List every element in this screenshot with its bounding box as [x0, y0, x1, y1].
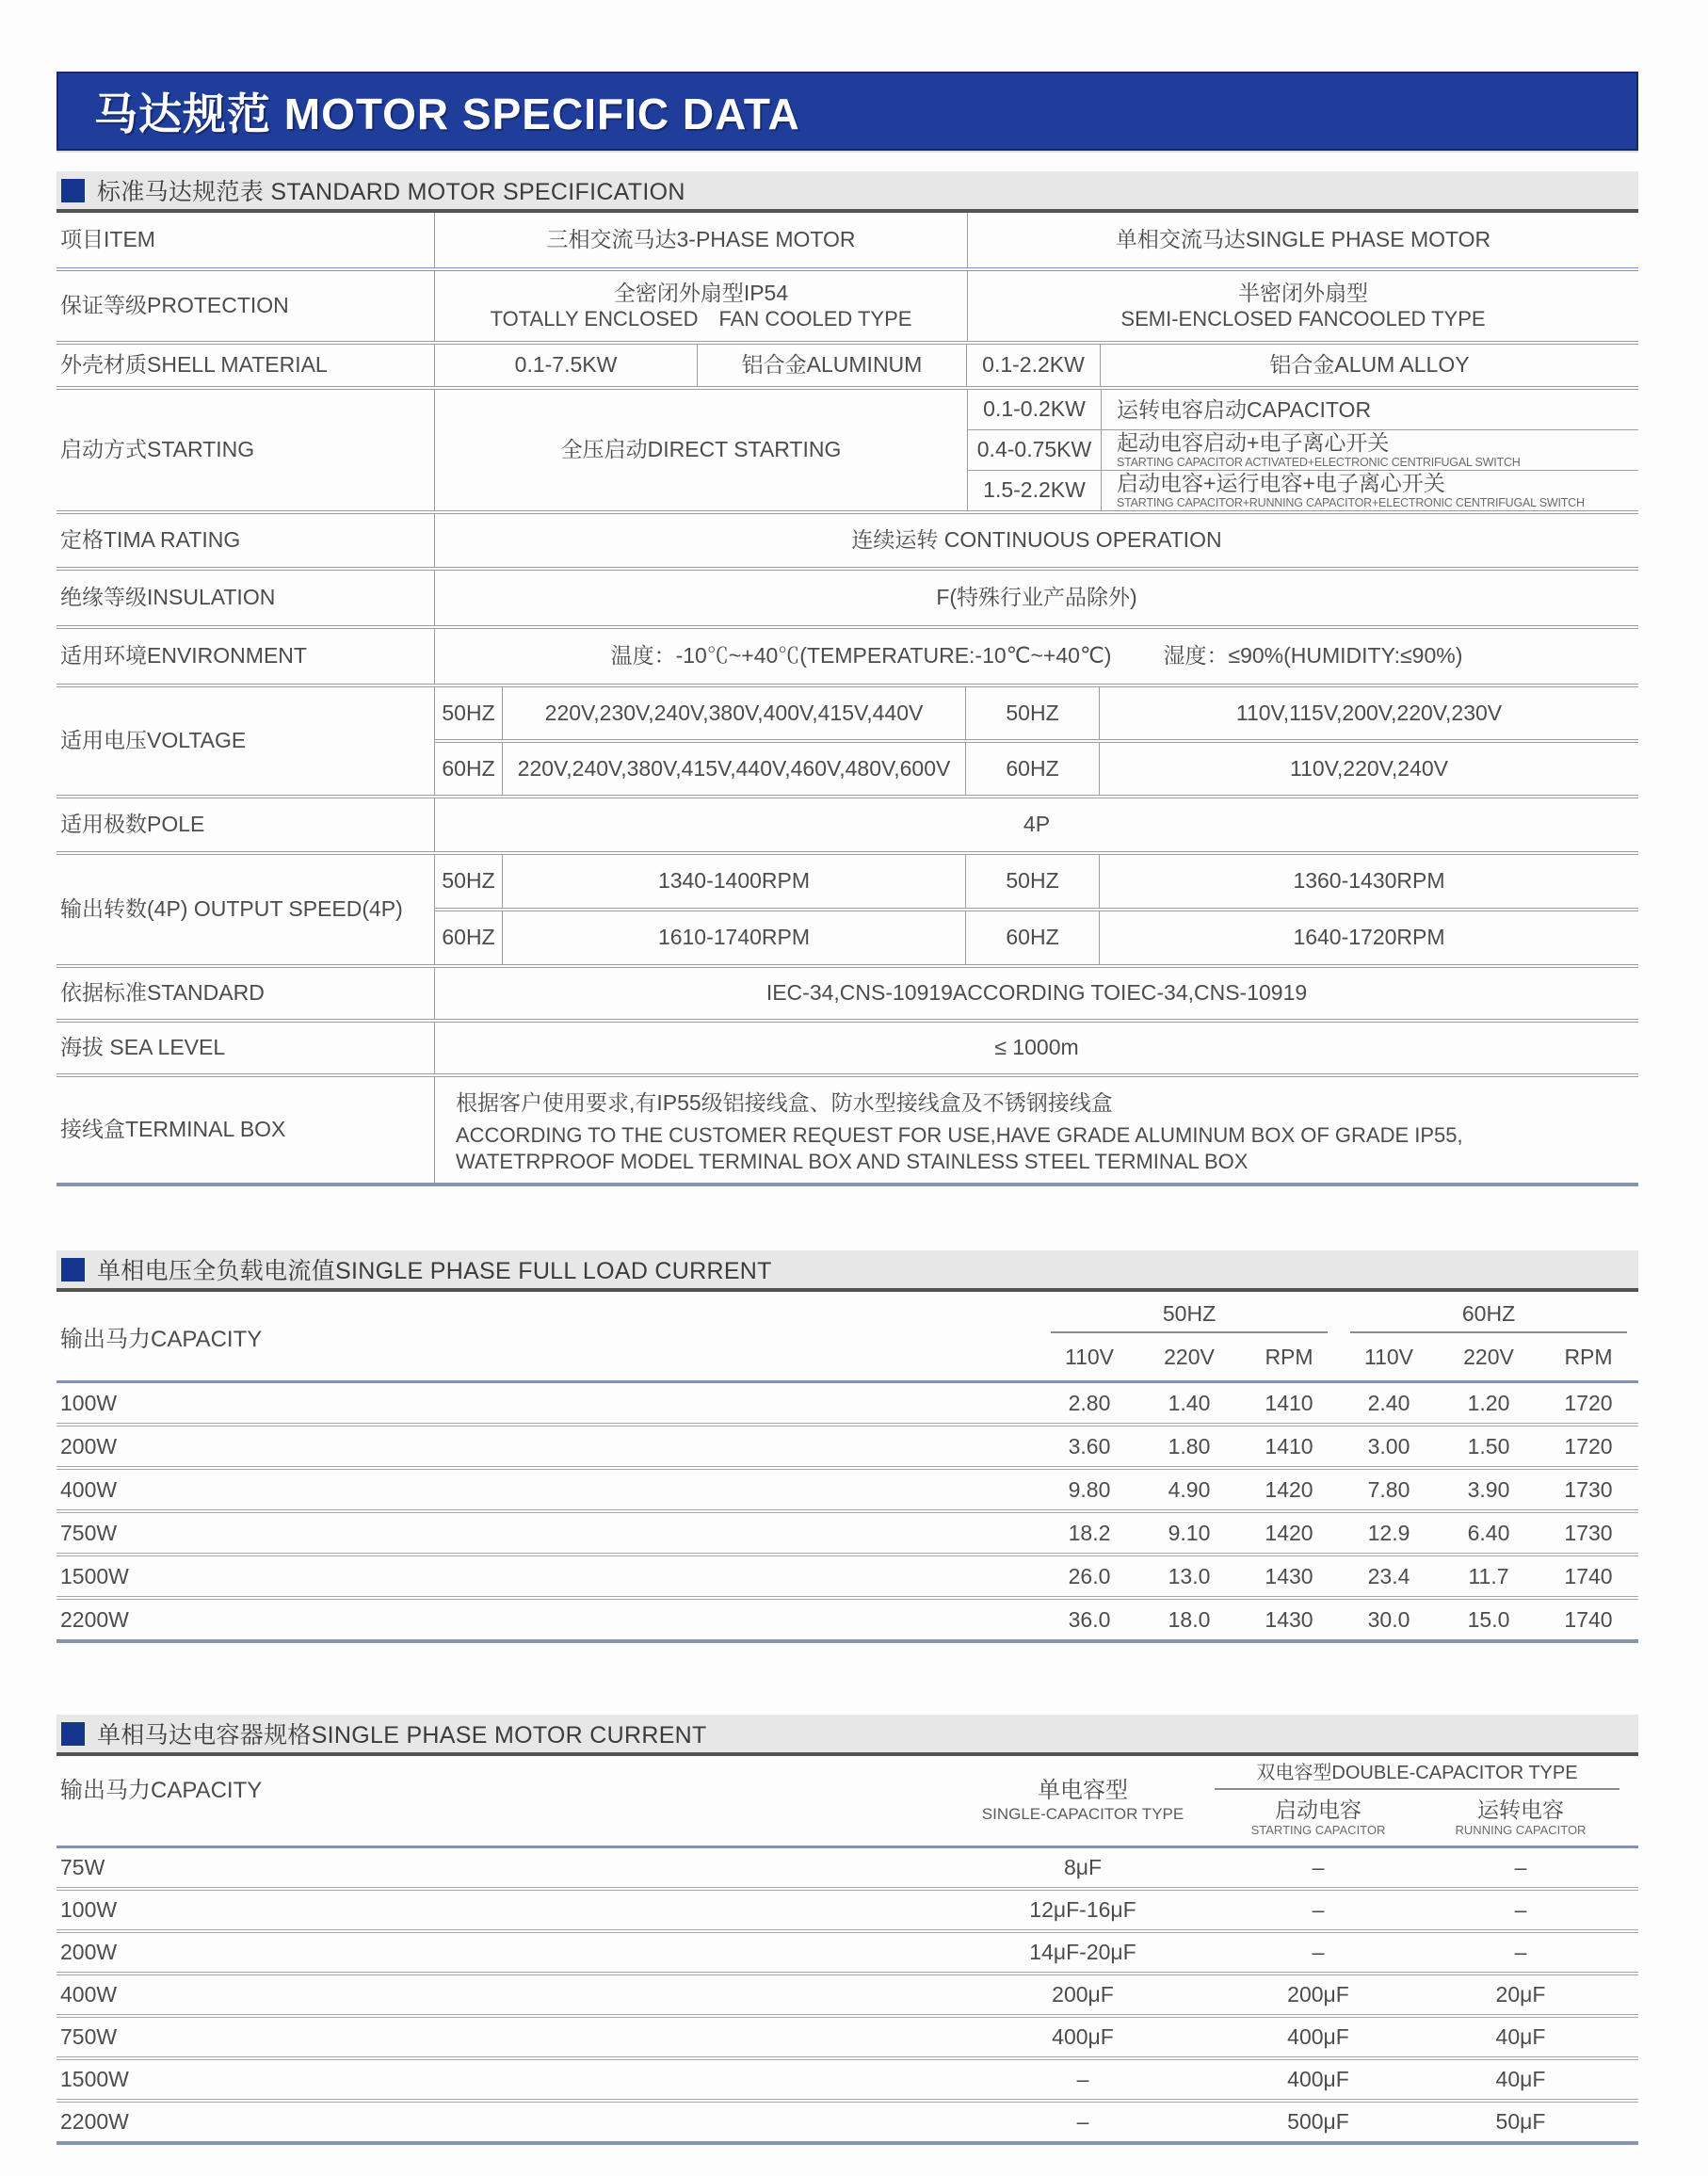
cell-value: 9.10	[1168, 1520, 1211, 1545]
speed-row-60hz	[435, 911, 1638, 964]
starting-desc-1	[1102, 430, 1638, 470]
starting-desc-2	[1102, 471, 1638, 510]
section3-title: 单相马达电容器规格SINGLE PHASE MOTOR CURRENT	[97, 1722, 707, 1749]
row-capacity: 75W	[60, 1855, 105, 1879]
voltage-60hz-values-3p: 220V,240V,380V,415V,440V,460V,480V,600V	[503, 743, 966, 795]
terminal-box-value	[435, 1077, 1638, 1183]
content	[56, 0, 1638, 2145]
cell-starting-cap: 400μF	[1287, 2067, 1349, 2091]
spacer	[56, 1186, 1638, 1250]
cell-single-cap: 8μF	[1063, 1855, 1103, 1879]
row-capacity: 750W	[60, 2024, 118, 2049]
speed-60hz-values-sp: 1640-1720RPM	[1293, 925, 1445, 950]
square-bullet-icon	[61, 1258, 85, 1281]
shell-3p-range: 0.1-7.5KW	[435, 345, 698, 386]
spec-row-voltage	[56, 687, 1638, 798]
spec-row-sea-level	[56, 1023, 1638, 1077]
shell-sp-range: 0.1-2.2KW	[967, 345, 1101, 386]
cell-value: 12.9	[1367, 1520, 1410, 1545]
environment-value	[435, 629, 1638, 684]
group-header-50hz: 50HZ	[1051, 1292, 1328, 1333]
row-capacity: 400W	[60, 1982, 118, 2007]
cell-running-cap: –	[1514, 1897, 1527, 1922]
page-title: 马达规范 MOTOR SPECIFIC DATA	[94, 89, 800, 138]
starting-capacitor-cn: 启动电容	[1275, 1797, 1362, 1823]
table-row	[56, 1426, 1638, 1470]
row-capacity: 1500W	[60, 2067, 129, 2091]
table-row	[56, 1933, 1638, 1975]
capacity-column-label: 输出马力CAPACITY	[60, 1326, 263, 1352]
capacitor-spec-table	[56, 1756, 1638, 2145]
spec-label-environment: 适用环境ENVIRONMENT	[56, 629, 435, 684]
square-bullet-icon	[61, 1722, 85, 1746]
single-capacitor-cn: 单电容型	[1038, 1777, 1128, 1803]
spec-row-insulation	[56, 571, 1638, 629]
running-capacitor-en: RUNNING CAPACITOR	[1455, 1822, 1587, 1837]
spec-item-single-phase: 单相交流马达SINGLE PHASE MOTOR	[1115, 227, 1491, 252]
spec-label-insulation: 绝缘等级INSULATION	[56, 571, 435, 625]
section2-title: 单相电压全负载电流值SINGLE PHASE FULL LOAD CURRENT	[97, 1258, 772, 1284]
running-capacitor-cn: 运转电容	[1477, 1797, 1564, 1823]
row-capacity: 400W	[60, 1476, 118, 1502]
cell-value: 9.80	[1068, 1476, 1111, 1502]
cell-value: 13.0	[1168, 1563, 1211, 1588]
starting-desc-2-en: STARTING CAPACITOR+RUNNING CAPACITOR+ELECTRONIC CENTRIFUGAL SWITCH	[1117, 495, 1585, 509]
spec-label-pole: 适用极数POLE	[56, 798, 435, 851]
title-banner	[56, 72, 1638, 151]
cell-value: 1740	[1564, 1563, 1613, 1588]
cell-single-cap: –	[1076, 2067, 1089, 2091]
cell-value: 1.20	[1467, 1390, 1510, 1415]
time-rating-value: 连续运转 CONTINUOUS OPERATION	[851, 527, 1222, 553]
voltage-60hz-freq-sp: 60HZ	[966, 743, 1100, 795]
table-row	[56, 1891, 1638, 1933]
cell-value: 36.0	[1068, 1606, 1111, 1632]
cell-value: 1740	[1564, 1606, 1613, 1632]
table-row	[56, 1600, 1638, 1643]
sea-level-value: ≤ 1000m	[994, 1035, 1079, 1060]
starting-capacitor-header	[1215, 1790, 1422, 1846]
spec-label-protection: 保证等级PROTECTION	[56, 271, 435, 341]
starting-desc-0-cn: 运转电容启动CAPACITOR	[1117, 396, 1372, 422]
double-capacitor-group	[1215, 1756, 1619, 1846]
table-row	[56, 1513, 1638, 1556]
spec-label-output-speed: 输出转数(4P) OUTPUT SPEED(4P)	[56, 855, 435, 964]
spec-label-standard: 依据标准STANDARD	[56, 968, 435, 1019]
spec-label-sea-level: 海拔 SEA LEVEL	[56, 1023, 435, 1073]
voltage-50hz-freq-3p: 50HZ	[435, 687, 503, 739]
starting-range-0: 0.1-0.2KW	[968, 390, 1102, 429]
starting-sub-row	[968, 430, 1638, 471]
spec-label-item: 项目ITEM	[56, 213, 435, 267]
row-capacity: 100W	[60, 1897, 118, 1922]
speed-60hz-freq-sp: 60HZ	[966, 911, 1100, 964]
cell-value: 4.90	[1168, 1476, 1211, 1502]
standard-value: IEC-34,CNS-10919ACCORDING TOIEC-34,CNS-10919	[765, 980, 1308, 1006]
cell-value: 15.0	[1467, 1606, 1510, 1632]
cell-single-cap: 200μF	[1052, 1982, 1114, 2007]
cell-value: 1720	[1564, 1433, 1613, 1459]
voltage-50hz-freq-sp: 50HZ	[966, 687, 1100, 739]
starting-desc-2-cn: 启动电容+运行电容+电子离心开关	[1117, 471, 1445, 496]
row-capacity: 2200W	[60, 1606, 129, 1632]
spec-label-shell: 外壳材质SHELL MATERIAL	[56, 345, 435, 386]
spec-row-standard	[56, 968, 1638, 1023]
voltage-60hz-values-sp: 110V,220V,240V	[1290, 755, 1448, 781]
col-header-110v-60hz: 110V	[1363, 1344, 1413, 1369]
single-capacitor-en: SINGLE-CAPACITOR TYPE	[981, 1804, 1184, 1823]
cell-value: 18.0	[1168, 1606, 1211, 1632]
starting-desc-1-cn: 起动电容启动+电子离心开关	[1117, 430, 1390, 456]
cell-starting-cap: –	[1312, 1897, 1325, 1922]
cell-single-cap: 400μF	[1052, 2024, 1114, 2049]
cell-running-cap: –	[1514, 1855, 1527, 1879]
spec-row-starting	[56, 390, 1638, 514]
row-capacity: 1500W	[60, 1563, 129, 1588]
cell-value: 1720	[1564, 1390, 1613, 1415]
cell-value: 3.90	[1467, 1476, 1510, 1502]
starting-desc-1-en: STARTING CAPACITOR ACTIVATED+ELECTRONIC CENTRIFUGAL SWITCH	[1117, 455, 1521, 469]
insulation-value: F(特殊行业产品除外)	[936, 585, 1137, 610]
spec-item-three-phase: 三相交流马达3-PHASE MOTOR	[435, 213, 968, 267]
spec-label-starting: 启动方式STARTING	[56, 390, 435, 510]
starting-sub-row	[968, 471, 1638, 510]
double-capacitor-header: 双电容型DOUBLE-CAPACITOR TYPE	[1215, 1756, 1619, 1790]
output-speed-block	[435, 855, 1638, 964]
spec-protection-single-phase	[968, 271, 1638, 341]
environment-humidity: 湿度：≤90%(HUMIDITY:≤90%)	[1163, 643, 1463, 669]
spec-row-environment	[56, 629, 1638, 687]
protection-sp-cn: 半密闭外扇型	[1238, 281, 1368, 305]
spec-label-voltage: 适用电压VOLTAGE	[56, 687, 435, 795]
speed-60hz-freq-3p: 60HZ	[435, 911, 503, 964]
cell-value: 2.80	[1068, 1390, 1111, 1415]
starting-sub-row	[968, 390, 1638, 430]
frequency-group-row	[1039, 1292, 1638, 1333]
section1-title: 标准马达规范表 STANDARD MOTOR SPECIFICATION	[97, 179, 685, 205]
table-row	[56, 1383, 1638, 1426]
cell-value: 1.80	[1168, 1433, 1211, 1459]
group-header-60hz: 60HZ	[1350, 1292, 1627, 1333]
starting-capacitor-en: STARTING CAPACITOR	[1250, 1822, 1386, 1837]
cell-value: 11.7	[1468, 1563, 1509, 1588]
cell-value: 1410	[1265, 1390, 1313, 1415]
starting-single-phase-block	[968, 390, 1638, 510]
cell-starting-cap: 500μF	[1287, 2109, 1349, 2134]
starting-three-phase: 全压启动DIRECT STARTING	[435, 390, 968, 510]
col-header-rpm-50hz: RPM	[1265, 1344, 1313, 1369]
speed-50hz-freq-sp: 50HZ	[966, 855, 1100, 908]
terminal-box-cn: 根据客户使用要求,有IP55级铝接线盒、防水型接线盒及不锈钢接线盒	[456, 1090, 1113, 1115]
cell-running-cap: 50μF	[1495, 2109, 1546, 2134]
square-bullet-icon	[61, 179, 85, 202]
spec-protection-three-phase	[435, 271, 968, 341]
protection-3p-cn: 全密闭外扇型IP54	[613, 281, 789, 305]
cell-value: 7.80	[1367, 1476, 1410, 1502]
cell-value: 3.60	[1068, 1433, 1111, 1459]
cell-starting-cap: 400μF	[1287, 2024, 1349, 2049]
capacity-column-label: 输出马力CAPACITY	[60, 1778, 263, 1803]
column-header-row	[1039, 1333, 1638, 1380]
row-capacity: 200W	[60, 1433, 118, 1459]
cell-value: 26.0	[1068, 1563, 1111, 1588]
row-capacity: 200W	[60, 1940, 118, 1964]
voltage-row-60hz	[435, 743, 1638, 795]
capacitor-table-header	[56, 1756, 1638, 1848]
speed-50hz-values-sp: 1360-1430RPM	[1293, 868, 1445, 894]
row-capacity: 100W	[60, 1390, 118, 1415]
table-row	[56, 1975, 1638, 2018]
frequency-columns	[1039, 1292, 1638, 1380]
spec-label-terminal-box: 接线盒TERMINAL BOX	[56, 1077, 435, 1183]
cell-value: 18.2	[1068, 1520, 1111, 1545]
cell-value: 23.4	[1367, 1563, 1410, 1588]
col-header-rpm-60hz: RPM	[1564, 1344, 1613, 1369]
spec-row-shell-material	[56, 345, 1638, 390]
spec-row-item	[56, 213, 1638, 271]
speed-50hz-values-3p: 1340-1400RPM	[503, 855, 966, 908]
voltage-row-50hz	[435, 687, 1638, 743]
double-capacitor-subheaders	[1215, 1790, 1619, 1846]
starting-range-2: 1.5-2.2KW	[968, 471, 1102, 510]
cell-value: 30.0	[1367, 1606, 1410, 1632]
col-header-220v-50hz: 220V	[1164, 1344, 1215, 1369]
cell-value: 1.40	[1168, 1390, 1211, 1415]
cell-value: 1730	[1564, 1476, 1613, 1502]
shell-sp-material: 铝合金ALUM ALLOY	[1269, 352, 1470, 378]
full-load-table-header	[56, 1292, 1638, 1383]
cell-value: 1420	[1265, 1476, 1313, 1502]
table-row	[56, 1556, 1638, 1600]
cell-starting-cap: –	[1312, 1940, 1325, 1964]
section3-header-bar	[56, 1715, 1638, 1756]
terminal-box-en-line1: ACCORDING TO THE CUSTOMER REQUEST FOR USE,HAVE GRADE ALUMINUM BOX OF GRADE IP55,	[456, 1123, 1463, 1147]
speed-row-50hz	[435, 855, 1638, 911]
environment-temperature: 温度：-10℃~+40℃(TEMPERATURE:-10℃~+40℃)	[610, 643, 1112, 669]
protection-3p-en: TOTALLY ENCLOSED FAN COOLED TYPE	[490, 306, 912, 330]
cell-running-cap: 40μF	[1495, 2024, 1546, 2049]
terminal-box-en-line2: WATETRPROOF MODEL TERMINAL BOX AND STAINLESS STEEL TERMINAL BOX	[456, 1149, 1249, 1173]
section2-header-bar	[56, 1250, 1638, 1292]
cell-value: 6.40	[1467, 1520, 1510, 1545]
table-row	[56, 1470, 1638, 1513]
voltage-50hz-values-3p: 220V,230V,240V,380V,400V,415V,440V	[503, 687, 966, 739]
section1-header-bar	[56, 171, 1638, 213]
voltage-50hz-values-sp: 110V,115V,200V,220V,230V	[1235, 700, 1503, 725]
speed-60hz-values-3p: 1610-1740RPM	[503, 911, 966, 964]
single-capacitor-header	[951, 1756, 1215, 1846]
col-header-220v-60hz: 220V	[1463, 1344, 1514, 1369]
starting-range-1: 0.4-0.75KW	[968, 430, 1102, 470]
col-header-110v-50hz: 110V	[1064, 1344, 1114, 1369]
cell-value: 1730	[1564, 1520, 1613, 1545]
spec-row-pole	[56, 798, 1638, 855]
spec-label-time-rating: 定格TIMA RATING	[56, 514, 435, 567]
speed-50hz-freq-3p: 50HZ	[435, 855, 503, 908]
running-capacitor-header	[1422, 1790, 1619, 1846]
spec-row-time-rating	[56, 514, 1638, 571]
protection-sp-en: SEMI-ENCLOSED FANCOOLED TYPE	[1120, 306, 1486, 330]
cell-value: 2.40	[1367, 1390, 1410, 1415]
cell-running-cap: 40μF	[1495, 2067, 1546, 2091]
spacer	[56, 1643, 1638, 1715]
cell-single-cap: 12μF-16μF	[1029, 1897, 1136, 1922]
pole-value: 4P	[1023, 812, 1051, 837]
spec-row-terminal-box	[56, 1077, 1638, 1186]
voltage-block	[435, 687, 1638, 795]
cell-value: 1430	[1265, 1563, 1313, 1588]
table-row	[56, 1848, 1638, 1891]
cell-single-cap: 14μF-20μF	[1029, 1940, 1136, 1964]
standard-spec-table	[56, 213, 1638, 1186]
row-capacity: 2200W	[60, 2109, 129, 2134]
cell-running-cap: 20μF	[1495, 1982, 1546, 2007]
spec-row-protection	[56, 271, 1638, 345]
cell-value: 3.00	[1367, 1433, 1410, 1459]
cell-starting-cap: –	[1312, 1855, 1325, 1879]
cell-value: 1.50	[1467, 1433, 1510, 1459]
cell-running-cap: –	[1514, 1940, 1527, 1964]
cell-value: 1420	[1265, 1520, 1313, 1545]
shell-3p-material: 铝合金ALUMINUM	[698, 345, 967, 386]
full-load-current-table	[56, 1292, 1638, 1643]
table-row	[56, 2103, 1638, 2145]
cell-single-cap: –	[1076, 2109, 1089, 2134]
starting-desc-0	[1102, 390, 1638, 429]
cell-value: 1430	[1265, 1606, 1313, 1632]
voltage-60hz-freq-3p: 60HZ	[435, 743, 503, 795]
cell-starting-cap: 200μF	[1287, 1982, 1349, 2007]
row-capacity: 750W	[60, 1520, 118, 1545]
spec-row-output-speed	[56, 855, 1638, 968]
table-row	[56, 2018, 1638, 2060]
table-row	[56, 2060, 1638, 2103]
cell-value: 1410	[1265, 1433, 1313, 1459]
